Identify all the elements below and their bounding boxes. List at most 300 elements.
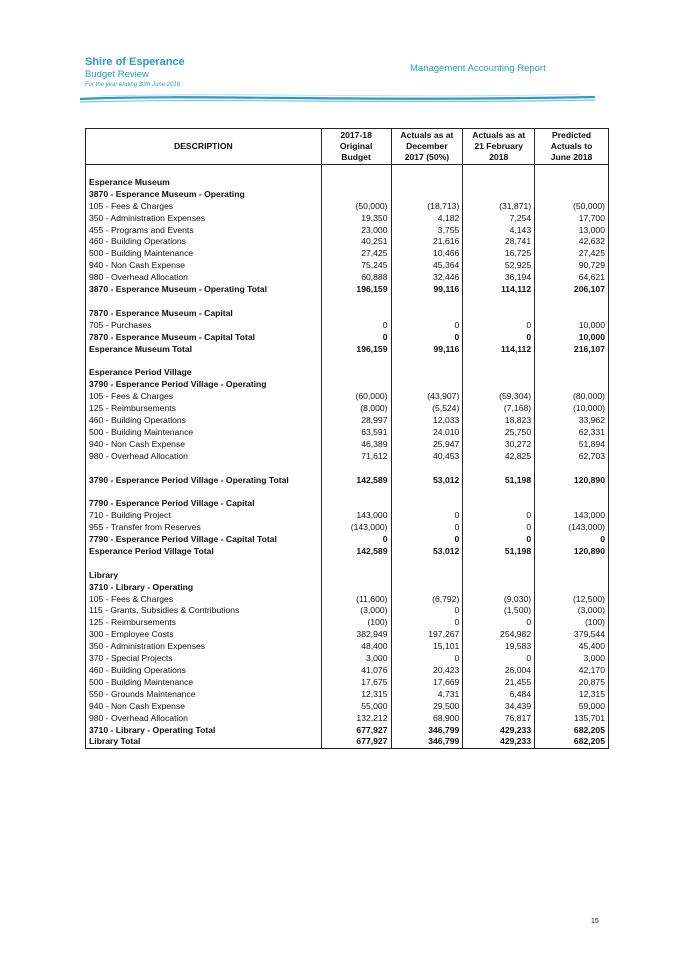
- row-value-original-budget: [321, 582, 391, 594]
- row-value-actuals-february: 30,272: [463, 439, 535, 451]
- empty-cell: [391, 558, 463, 570]
- row-value-actuals-february: 34,439: [463, 701, 535, 713]
- row-value-actuals-december: 346,799: [391, 725, 463, 737]
- row-description: 3710 - Library - Operating: [86, 582, 322, 594]
- row-value-predicted-actuals: 59,000: [535, 701, 609, 713]
- row-value-actuals-december: [391, 570, 463, 582]
- table-row: [86, 629, 609, 641]
- report-header: [85, 56, 185, 89]
- empty-cell: [391, 296, 463, 308]
- table-row: [86, 653, 609, 665]
- row-value-actuals-december: 0: [391, 522, 463, 534]
- row-value-predicted-actuals: (80,000): [535, 391, 609, 403]
- table-row: [86, 201, 609, 213]
- table-row: [86, 213, 609, 225]
- table-row: [86, 677, 609, 689]
- col-header-actuals-february: [463, 129, 535, 165]
- spacer-row: [86, 463, 609, 475]
- row-value-original-budget: [321, 379, 391, 391]
- row-value-actuals-february: 0: [463, 320, 535, 332]
- empty-cell: [535, 296, 609, 308]
- row-description: 940 - Non Cash Expense: [86, 701, 322, 713]
- row-value-actuals-december: 346,799: [391, 736, 463, 748]
- row-value-predicted-actuals: (50,000): [535, 201, 609, 213]
- row-value-predicted-actuals: 20,875: [535, 677, 609, 689]
- table-row: [86, 260, 609, 272]
- empty-cell: [321, 355, 391, 367]
- row-value-actuals-february: 0: [463, 534, 535, 546]
- row-value-original-budget: 677,927: [321, 736, 391, 748]
- section-row: [86, 284, 609, 296]
- table-body: [86, 165, 609, 749]
- row-description: 460 - Building Operations: [86, 236, 322, 248]
- row-description: 500 - Building Maintenance: [86, 427, 322, 439]
- row-value-actuals-february: 25,750: [463, 427, 535, 439]
- row-value-original-budget: (11,600): [321, 594, 391, 606]
- row-value-predicted-actuals: [535, 570, 609, 582]
- row-value-original-budget: 71,612: [321, 451, 391, 463]
- row-value-actuals-december: [391, 308, 463, 320]
- empty-cell: [535, 355, 609, 367]
- empty-cell: [321, 463, 391, 475]
- row-value-original-budget: 27,425: [321, 248, 391, 260]
- row-description: 460 - Building Operations: [86, 665, 322, 677]
- row-description: 980 - Overhead Allocation: [86, 272, 322, 284]
- row-value-actuals-december: [391, 367, 463, 379]
- row-value-predicted-actuals: 120,890: [535, 546, 609, 558]
- empty-cell: [463, 296, 535, 308]
- table-row: [86, 225, 609, 237]
- row-value-actuals-december: [391, 189, 463, 201]
- col-header-line: June 2018: [550, 152, 593, 162]
- table-row: [86, 272, 609, 284]
- row-value-actuals-december: 0: [391, 320, 463, 332]
- col-header-line: 21 February: [474, 141, 524, 151]
- row-value-actuals-february: 19,583: [463, 641, 535, 653]
- row-value-actuals-february: 28,741: [463, 236, 535, 248]
- row-value-actuals-december: 40,453: [391, 451, 463, 463]
- row-value-original-budget: [321, 570, 391, 582]
- row-description: 940 - Non Cash Expense: [86, 439, 322, 451]
- row-value-actuals-february: 114,112: [463, 284, 535, 296]
- table-row: [86, 594, 609, 606]
- row-value-actuals-february: 6,484: [463, 689, 535, 701]
- empty-cell: [86, 165, 322, 177]
- table-row: [86, 665, 609, 677]
- row-value-actuals-february: [463, 379, 535, 391]
- row-description: 710 - Building Project: [86, 510, 322, 522]
- row-value-actuals-december: 25,947: [391, 439, 463, 451]
- row-value-actuals-december: 53,012: [391, 546, 463, 558]
- row-value-actuals-february: 42,825: [463, 451, 535, 463]
- empty-cell: [535, 463, 609, 475]
- col-header-description: DESCRIPTION: [86, 129, 322, 165]
- section-row: [86, 725, 609, 737]
- row-value-actuals-december: 0: [391, 653, 463, 665]
- row-value-actuals-december: 99,116: [391, 344, 463, 356]
- empty-cell: [321, 486, 391, 498]
- row-value-predicted-actuals: 120,890: [535, 475, 609, 487]
- row-value-predicted-actuals: 51,894: [535, 439, 609, 451]
- table-row: [86, 427, 609, 439]
- empty-cell: [463, 165, 535, 177]
- section-row: [86, 475, 609, 487]
- row-value-original-budget: 0: [321, 534, 391, 546]
- empty-cell: [86, 355, 322, 367]
- row-value-actuals-february: 0: [463, 653, 535, 665]
- row-value-predicted-actuals: 45,400: [535, 641, 609, 653]
- organisation-name: Shire of Esperance: [85, 56, 185, 68]
- col-header-line: Budget: [341, 152, 371, 162]
- report-period: For the year ending 30th June 2018: [85, 82, 181, 88]
- row-value-actuals-february: 7,254: [463, 213, 535, 225]
- empty-cell: [535, 165, 609, 177]
- empty-cell: [463, 558, 535, 570]
- row-value-actuals-february: 51,198: [463, 475, 535, 487]
- row-value-predicted-actuals: 27,425: [535, 248, 609, 260]
- row-value-actuals-december: [391, 177, 463, 189]
- empty-cell: [535, 558, 609, 570]
- row-description: 980 - Overhead Allocation: [86, 451, 322, 463]
- row-value-original-budget: 17,675: [321, 677, 391, 689]
- row-value-predicted-actuals: 62,331: [535, 427, 609, 439]
- row-value-actuals-december: 0: [391, 534, 463, 546]
- row-value-actuals-december: 29,500: [391, 701, 463, 713]
- row-value-actuals-february: 36,194: [463, 272, 535, 284]
- empty-cell: [321, 296, 391, 308]
- row-description: 3870 - Esperance Museum - Operating: [86, 189, 322, 201]
- row-value-predicted-actuals: 12,315: [535, 689, 609, 701]
- row-value-actuals-december: 0: [391, 510, 463, 522]
- section-row: [86, 332, 609, 344]
- row-value-actuals-february: [463, 570, 535, 582]
- table-header-row: [86, 129, 609, 165]
- row-value-predicted-actuals: 10,000: [535, 332, 609, 344]
- empty-cell: [391, 463, 463, 475]
- row-value-original-budget: 40,251: [321, 236, 391, 248]
- row-value-original-budget: 75,245: [321, 260, 391, 272]
- row-value-original-budget: 142,589: [321, 475, 391, 487]
- spacer-row: [86, 296, 609, 308]
- row-value-original-budget: 23,000: [321, 225, 391, 237]
- row-value-predicted-actuals: 42,170: [535, 665, 609, 677]
- section-row: [86, 736, 609, 748]
- row-description: 3790 - Esperance Period Village - Operating Total: [86, 475, 322, 487]
- row-description: 705 - Purchases: [86, 320, 322, 332]
- spacer-row: [86, 558, 609, 570]
- row-value-actuals-february: (31,871): [463, 201, 535, 213]
- row-value-predicted-actuals: 682,205: [535, 736, 609, 748]
- row-value-actuals-february: 0: [463, 332, 535, 344]
- row-value-actuals-december: 0: [391, 605, 463, 617]
- row-value-original-budget: 143,000: [321, 510, 391, 522]
- table-row: [86, 713, 609, 725]
- section-row: [86, 367, 609, 379]
- table-row: [86, 439, 609, 451]
- row-value-actuals-december: 21,616: [391, 236, 463, 248]
- row-description: Library: [86, 570, 322, 582]
- row-description: 500 - Building Maintenance: [86, 248, 322, 260]
- row-description: 455 - Programs and Events: [86, 225, 322, 237]
- row-description: 105 - Fees & Charges: [86, 201, 322, 213]
- row-value-original-budget: 12,315: [321, 689, 391, 701]
- empty-cell: [463, 355, 535, 367]
- row-value-actuals-december: 4,731: [391, 689, 463, 701]
- row-value-actuals-december: 20,423: [391, 665, 463, 677]
- row-value-predicted-actuals: (10,000): [535, 403, 609, 415]
- page-number: 15: [591, 918, 599, 925]
- row-description: 105 - Fees & Charges: [86, 391, 322, 403]
- empty-cell: [86, 486, 322, 498]
- empty-cell: [535, 486, 609, 498]
- row-value-actuals-december: 15,101: [391, 641, 463, 653]
- row-description: 7790 - Esperance Period Village - Capital Total: [86, 534, 322, 546]
- row-value-actuals-december: 68,900: [391, 713, 463, 725]
- row-description: 7790 - Esperance Period Village - Capital: [86, 498, 322, 510]
- row-value-original-budget: 382,949: [321, 629, 391, 641]
- col-header-line: Actuals to: [550, 141, 593, 151]
- table-row: [86, 320, 609, 332]
- table-row: [86, 641, 609, 653]
- budget-review-table: [85, 128, 609, 749]
- col-header-line: Actuals as at: [472, 130, 526, 140]
- row-description: Library Total: [86, 736, 322, 748]
- section-row: [86, 582, 609, 594]
- row-value-predicted-actuals: 0: [535, 534, 609, 546]
- spacer-row: [86, 165, 609, 177]
- row-description: 125 - Reimbursements: [86, 617, 322, 629]
- row-value-actuals-december: 24,010: [391, 427, 463, 439]
- row-value-actuals-february: (9,030): [463, 594, 535, 606]
- row-value-original-budget: 60,888: [321, 272, 391, 284]
- row-description: 3870 - Esperance Museum - Operating Total: [86, 284, 322, 296]
- row-value-actuals-december: 32,446: [391, 272, 463, 284]
- row-value-original-budget: [321, 308, 391, 320]
- row-description: Esperance Museum Total: [86, 344, 322, 356]
- table-row: [86, 451, 609, 463]
- row-value-actuals-february: 429,233: [463, 736, 535, 748]
- header-wave-decoration: [80, 90, 595, 106]
- row-value-predicted-actuals: 3,000: [535, 653, 609, 665]
- row-description: 370 - Special Projects: [86, 653, 322, 665]
- row-value-original-budget: [321, 498, 391, 510]
- row-value-predicted-actuals: [535, 367, 609, 379]
- row-value-actuals-february: 16,725: [463, 248, 535, 260]
- table-row: [86, 510, 609, 522]
- empty-cell: [86, 558, 322, 570]
- col-header-actuals-december: [391, 129, 463, 165]
- table-row: [86, 617, 609, 629]
- row-value-original-budget: (3,000): [321, 605, 391, 617]
- report-title: Management Accounting Report: [410, 63, 546, 74]
- row-value-original-budget: 28,997: [321, 415, 391, 427]
- section-row: [86, 177, 609, 189]
- row-description: Esperance Museum: [86, 177, 322, 189]
- row-value-original-budget: (60,000): [321, 391, 391, 403]
- row-value-original-budget: 0: [321, 332, 391, 344]
- empty-cell: [86, 296, 322, 308]
- row-description: 940 - Non Cash Expense: [86, 260, 322, 272]
- row-value-actuals-december: 53,012: [391, 475, 463, 487]
- row-value-actuals-december: (43,907): [391, 391, 463, 403]
- row-value-original-budget: 132,212: [321, 713, 391, 725]
- report-subtitle: Budget Review: [85, 69, 149, 80]
- row-value-actuals-december: (5,524): [391, 403, 463, 415]
- row-value-original-budget: 19,350: [321, 213, 391, 225]
- col-header-line: Original: [339, 141, 373, 151]
- col-header-line: 2017 (50%): [404, 152, 450, 162]
- row-value-predicted-actuals: [535, 177, 609, 189]
- col-header-predicted-actuals: [535, 129, 609, 165]
- row-value-predicted-actuals: 64,621: [535, 272, 609, 284]
- row-value-actuals-december: 0: [391, 332, 463, 344]
- row-value-actuals-february: 0: [463, 617, 535, 629]
- row-value-actuals-february: (59,304): [463, 391, 535, 403]
- row-value-actuals-february: 0: [463, 522, 535, 534]
- row-description: 105 - Fees & Charges: [86, 594, 322, 606]
- row-value-predicted-actuals: 216,107: [535, 344, 609, 356]
- row-value-predicted-actuals: 62,703: [535, 451, 609, 463]
- col-header-line: Predicted: [551, 130, 592, 140]
- table-row: [86, 689, 609, 701]
- section-row: [86, 534, 609, 546]
- row-description: 3710 - Library - Operating Total: [86, 725, 322, 737]
- row-value-original-budget: 142,589: [321, 546, 391, 558]
- row-value-original-budget: 63,591: [321, 427, 391, 439]
- row-description: 500 - Building Maintenance: [86, 677, 322, 689]
- section-row: [86, 546, 609, 558]
- table-row: [86, 701, 609, 713]
- row-value-predicted-actuals: 135,701: [535, 713, 609, 725]
- row-value-actuals-december: 99,116: [391, 284, 463, 296]
- row-value-original-budget: 3,000: [321, 653, 391, 665]
- row-value-predicted-actuals: [535, 189, 609, 201]
- row-value-predicted-actuals: [535, 582, 609, 594]
- row-value-actuals-february: 0: [463, 510, 535, 522]
- row-description: Esperance Period Village: [86, 367, 322, 379]
- row-value-predicted-actuals: (100): [535, 617, 609, 629]
- section-row: [86, 308, 609, 320]
- row-description: 550 - Grounds Maintenance: [86, 689, 322, 701]
- row-value-actuals-february: 4,143: [463, 225, 535, 237]
- row-value-actuals-february: 254,982: [463, 629, 535, 641]
- row-value-original-budget: (8,000): [321, 403, 391, 415]
- col-header-line: Actuals as at: [400, 130, 454, 140]
- row-value-actuals-december: (18,713): [391, 201, 463, 213]
- table-row: [86, 605, 609, 617]
- empty-cell: [391, 165, 463, 177]
- row-value-predicted-actuals: [535, 308, 609, 320]
- row-value-original-budget: 46,389: [321, 439, 391, 451]
- section-row: [86, 189, 609, 201]
- table-row: [86, 248, 609, 260]
- row-value-actuals-december: [391, 498, 463, 510]
- row-value-original-budget: [321, 367, 391, 379]
- row-description: 460 - Building Operations: [86, 415, 322, 427]
- row-value-original-budget: 677,927: [321, 725, 391, 737]
- row-value-predicted-actuals: [535, 498, 609, 510]
- row-description: 300 - Employee Costs: [86, 629, 322, 641]
- empty-cell: [463, 486, 535, 498]
- row-value-actuals-february: [463, 582, 535, 594]
- row-value-actuals-december: [391, 379, 463, 391]
- row-description: 980 - Overhead Allocation: [86, 713, 322, 725]
- row-value-predicted-actuals: 13,000: [535, 225, 609, 237]
- row-value-actuals-february: (7,168): [463, 403, 535, 415]
- row-value-actuals-december: 197,267: [391, 629, 463, 641]
- empty-cell: [391, 486, 463, 498]
- row-value-predicted-actuals: (12,500): [535, 594, 609, 606]
- row-value-actuals-february: 21,455: [463, 677, 535, 689]
- row-value-actuals-december: (6,792): [391, 594, 463, 606]
- row-value-original-budget: 196,159: [321, 344, 391, 356]
- row-description: Esperance Period Village Total: [86, 546, 322, 558]
- row-value-original-budget: 55,000: [321, 701, 391, 713]
- empty-cell: [391, 355, 463, 367]
- row-value-original-budget: [321, 177, 391, 189]
- col-header-line: 2017-18: [340, 130, 372, 140]
- row-value-predicted-actuals: [535, 379, 609, 391]
- spacer-row: [86, 486, 609, 498]
- row-value-predicted-actuals: (3,000): [535, 605, 609, 617]
- row-value-actuals-december: 3,755: [391, 225, 463, 237]
- row-value-actuals-december: 0: [391, 617, 463, 629]
- section-row: [86, 570, 609, 582]
- empty-cell: [463, 463, 535, 475]
- row-value-predicted-actuals: 90,729: [535, 260, 609, 272]
- row-value-original-budget: (50,000): [321, 201, 391, 213]
- row-value-original-budget: [321, 189, 391, 201]
- row-description: 125 - Reimbursements: [86, 403, 322, 415]
- table-row: [86, 236, 609, 248]
- row-value-actuals-february: [463, 177, 535, 189]
- row-value-original-budget: (143,000): [321, 522, 391, 534]
- row-value-original-budget: 41,076: [321, 665, 391, 677]
- row-value-actuals-february: [463, 189, 535, 201]
- table-row: [86, 403, 609, 415]
- row-value-actuals-february: 26,004: [463, 665, 535, 677]
- row-value-original-budget: 0: [321, 320, 391, 332]
- row-value-actuals-february: [463, 498, 535, 510]
- row-value-actuals-february: 52,925: [463, 260, 535, 272]
- row-value-original-budget: (100): [321, 617, 391, 629]
- section-row: [86, 344, 609, 356]
- row-value-predicted-actuals: 33,962: [535, 415, 609, 427]
- row-description: 955 - Transfer from Reserves: [86, 522, 322, 534]
- row-description: 3790 - Esperance Period Village - Operating: [86, 379, 322, 391]
- row-value-original-budget: 196,159: [321, 284, 391, 296]
- col-header-line: December: [406, 141, 448, 151]
- row-value-predicted-actuals: 682,205: [535, 725, 609, 737]
- row-value-actuals-february: [463, 367, 535, 379]
- row-value-actuals-february: 76,817: [463, 713, 535, 725]
- row-description: 7870 - Esperance Museum - Capital Total: [86, 332, 322, 344]
- col-header-original-budget: [321, 129, 391, 165]
- row-value-predicted-actuals: 143,000: [535, 510, 609, 522]
- row-value-actuals-december: 4,182: [391, 213, 463, 225]
- row-value-actuals-february: [463, 308, 535, 320]
- row-description: 7870 - Esperance Museum - Capital: [86, 308, 322, 320]
- section-row: [86, 379, 609, 391]
- empty-cell: [321, 558, 391, 570]
- row-value-predicted-actuals: 10,000: [535, 320, 609, 332]
- row-value-actuals-december: [391, 582, 463, 594]
- col-header-line: 2018: [489, 152, 509, 162]
- row-value-actuals-december: 12,033: [391, 415, 463, 427]
- row-value-actuals-february: 429,233: [463, 725, 535, 737]
- row-value-actuals-february: 18,823: [463, 415, 535, 427]
- table-row: [86, 391, 609, 403]
